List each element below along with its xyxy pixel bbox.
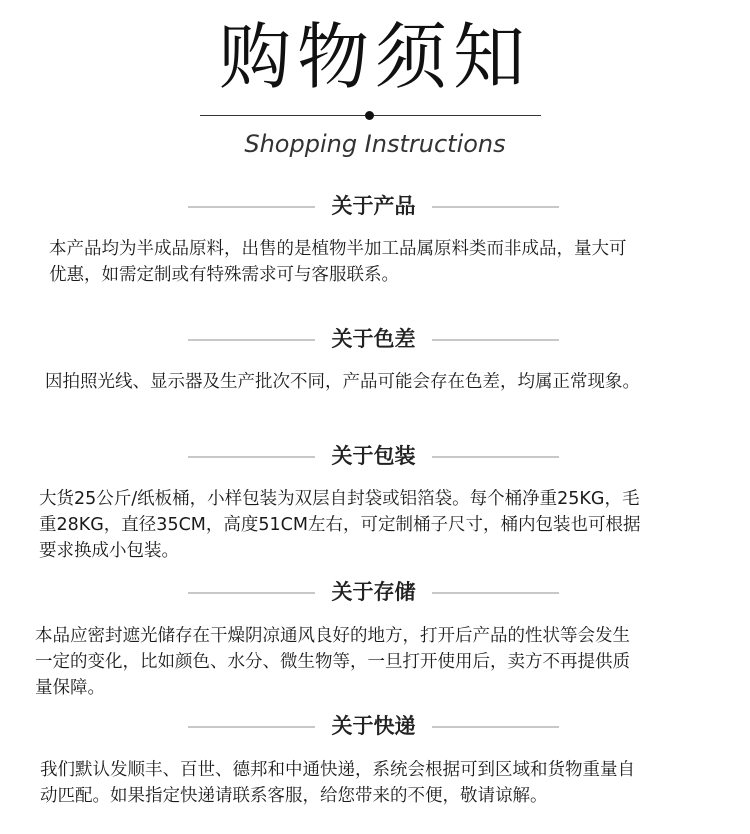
page-title: 购物须知 (218, 15, 531, 99)
heading-label: 关于快递 (331, 714, 416, 738)
section-heading-color-difference (0, 323, 750, 355)
body-line: 优惠，如需定制或有特殊需求可与客服联系。 (49, 265, 399, 285)
section-body-product (49, 236, 627, 288)
body-line: 本品应密封遮光储存在干燥阴凉通风良好的地方，打开后产品的性状等会发生 (35, 626, 630, 646)
body-line: 一定的变化，比如颜色、水分、微生物等，一旦打开使用后，卖方不再提供质 (35, 652, 630, 672)
heading-label: 关于包装 (331, 444, 416, 468)
heading-line-left (188, 456, 315, 458)
body-line: 本产品均为半成品原料，出售的是植物半加工品属原料类而非成品，量大可 (49, 239, 627, 259)
heading-label: 关于存储 (331, 580, 416, 604)
section-heading-delivery (0, 710, 750, 742)
heading-line-right (432, 339, 559, 341)
heading-line-left (188, 592, 315, 594)
heading-label: 关于色差 (331, 327, 416, 351)
heading-line-right (432, 592, 559, 594)
section-heading-packaging (0, 440, 750, 472)
body-line: 要求换成小包装。 (39, 541, 179, 561)
body-line: 重28KG，直径35CM，高度51CM左右，可定制桶子尺寸，桶内包装也可根据 (39, 515, 641, 535)
heading-line-right (432, 456, 559, 458)
section-heading-product (0, 190, 750, 222)
heading-label: 关于产品 (331, 194, 416, 218)
heading-line-left (188, 339, 315, 341)
body-line: 动匹配。如果指定快递请联系客服，给您带来的不便，敬请谅解。 (40, 786, 548, 806)
heading-line-left (188, 206, 315, 208)
section-body-storage (35, 623, 630, 701)
title-divider-dot (365, 111, 374, 120)
body-line: 大货25公斤/纸板桶，小样包装为双层自封袋或铝箔袋。每个桶净重25KG，毛 (39, 489, 640, 509)
section-body-packaging (39, 486, 640, 564)
body-line: 我们默认发顺丰、百世、德邦和中通快递，系统会根据可到区域和货物重量自 (40, 760, 635, 780)
heading-line-right (432, 206, 559, 208)
section-body-color-difference (45, 369, 640, 395)
body-line: 量保障。 (35, 678, 105, 698)
page-subtitle: Shopping Instructions (244, 130, 506, 158)
body-line: 因拍照光线、显示器及生产批次不同，产品可能会存在色差，均属正常现象。 (45, 372, 640, 392)
section-heading-storage (0, 576, 750, 608)
section-body-delivery (40, 757, 635, 809)
heading-line-right (432, 726, 559, 728)
heading-line-left (188, 726, 315, 728)
